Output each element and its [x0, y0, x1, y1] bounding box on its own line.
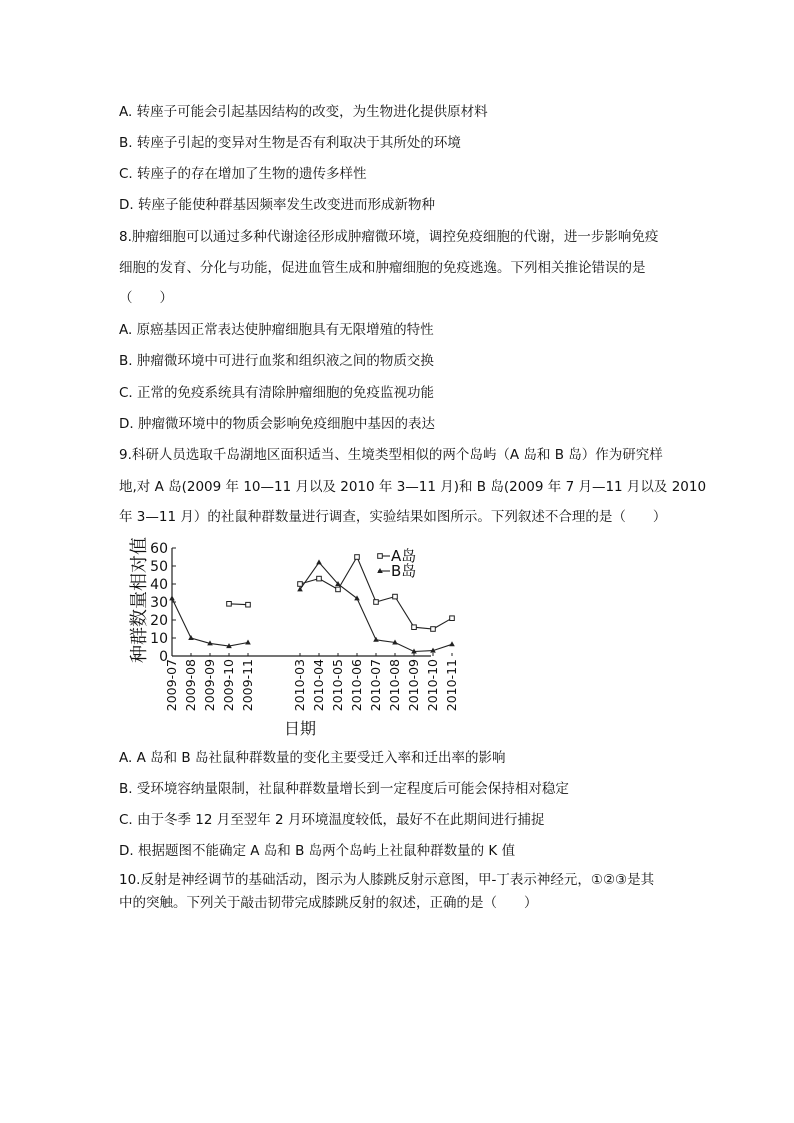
q7-option-c: C. 转座子的存在增加了生物的遗传多样性	[119, 166, 367, 182]
q9-option-a: A. A 岛和 B 岛社鼠种群数量的变化主要受迁入率和迁出率的影响	[119, 750, 506, 766]
series-b-point	[449, 641, 455, 646]
series-a-point	[450, 616, 455, 621]
y-tick-label: 30	[150, 595, 168, 611]
q10-stem-line-1: 10.反射是神经调节的基础活动，图示为人膝跳反射示意图，甲-丁表示神经元，①②③是其	[119, 872, 655, 888]
x-tick-label: 2010-09	[406, 659, 421, 712]
q7-option-a: A. 转座子可能会引起基因结构的改变，为生物进化提供原材料	[119, 104, 488, 120]
q9-option-b: B. 受环境容纳量限制，社鼠种群数量增长到一定程度后可能会保持相对稳定	[119, 781, 569, 797]
q7-option-d: D. 转座子能使种群基因频率发生改变进而形成新物种	[119, 197, 435, 213]
series-a-point	[412, 625, 417, 630]
q8-stem-line-2: 细胞的发育、分化与功能，促进血管生成和肿瘤细胞的免疫逃逸。下列相关推论错误的是	[119, 260, 646, 276]
q10-stem-line-2: 中的突触。下列关于敲击韧带完成膝跳反射的叙述，正确的是（ ）	[119, 895, 538, 911]
series-a-point	[227, 602, 232, 607]
q9-stem-line-3: 年 3—11 月）的社鼠种群数量进行调查，实验结果如图所示。下列叙述不合理的是（ ）	[119, 509, 667, 525]
x-tick-label: 2010-11	[444, 659, 459, 712]
legend-label-a: A岛	[391, 547, 417, 565]
q8-stem-line-1: 8.肿瘤细胞可以通过多种代谢途径形成肿瘤微环境，调控免疫细胞的代谢，进一步影响免疫	[119, 229, 659, 245]
chart-legend	[377, 547, 416, 580]
x-tick-label: 2010-06	[349, 659, 364, 712]
x-axis-label: 日期	[283, 719, 317, 738]
series-b-point	[169, 595, 175, 600]
x-tick-label: 2009-11	[240, 659, 255, 712]
x-tick-labels	[164, 653, 459, 711]
y-tick-label: 20	[150, 613, 168, 629]
y-tick-label: 40	[150, 577, 168, 593]
x-tick-label: 2010-05	[330, 659, 345, 712]
q8-option-a: A. 原癌基因正常表达使肿瘤细胞具有无限增殖的特性	[119, 322, 434, 338]
y-tick-label: 0	[159, 649, 168, 665]
y-axis-label: 种群数量相对值	[129, 537, 150, 663]
series-a-point	[431, 627, 436, 632]
q9-stem-line-2: 地,对 A 岛(2009 年 10—11 月以及 2010 年 3—11 月)和 B 岛(2009 年 7 月—11 月以及 2010	[119, 479, 707, 495]
y-tick-label: 50	[150, 559, 168, 575]
series-a-point	[355, 555, 360, 560]
legend-label-b: B岛	[391, 562, 417, 580]
series-b-line	[172, 598, 248, 646]
q8-answer-blank: （ ）	[119, 290, 173, 306]
x-tick-label: 2010-08	[387, 659, 402, 712]
series-a-point	[378, 554, 383, 559]
series-b-point	[354, 595, 360, 600]
x-tick-label: 2009-08	[183, 659, 198, 712]
q9-option-d: D. 根据题图不能确定 A 岛和 B 岛两个岛屿上社鼠种群数量的 K 值	[119, 843, 516, 859]
q7-option-b: B. 转座子引起的变异对生物是否有利取决于其所处的环境	[119, 135, 461, 151]
series-a-line	[300, 557, 452, 629]
x-tick-label: 2010-07	[368, 659, 383, 712]
series-a-point	[374, 600, 379, 605]
series-a	[227, 555, 455, 632]
series-a-point	[298, 582, 303, 587]
x-tick-label: 2010-10	[425, 659, 440, 712]
series-a-line	[229, 604, 248, 605]
x-tick-label: 2009-09	[202, 659, 217, 712]
q8-option-d: D. 肿瘤微环境中的物质会影响免疫细胞中基因的表达	[119, 416, 435, 432]
q9-option-c: C. 由于冬季 12 月至翌年 2 月环境温度较低，最好不在此期间进行捕捉	[119, 812, 545, 828]
population-chart	[125, 536, 459, 746]
x-tick-label: 2010-04	[311, 659, 326, 712]
series-a-point	[317, 576, 322, 581]
q9-stem-line-1: 9.科研人员选取千岛湖地区面积适当、生境类型相似的两个岛屿（A 岛和 B 岛）作为研究样	[119, 447, 663, 463]
x-tick-label: 2009-07	[164, 659, 179, 712]
series-a-point	[336, 587, 341, 592]
q8-option-b: B. 肿瘤微环境中可进行血浆和组织液之间的物质交换	[119, 353, 434, 369]
y-tick-label: 60	[150, 541, 168, 557]
series-b-point	[245, 640, 251, 645]
y-tick-label: 10	[150, 631, 168, 647]
q8-option-c: C. 正常的免疫系统具有清除肿瘤细胞的免疫监视功能	[119, 385, 435, 401]
series-b-point	[316, 559, 322, 564]
x-tick-label: 2009-10	[221, 659, 236, 712]
x-tick-label: 2010-03	[292, 659, 307, 712]
population-line-chart	[125, 536, 459, 746]
series-b-point	[188, 635, 194, 640]
series-a-point	[393, 594, 398, 599]
series-a-point	[246, 602, 251, 607]
series-b-point	[373, 637, 379, 642]
